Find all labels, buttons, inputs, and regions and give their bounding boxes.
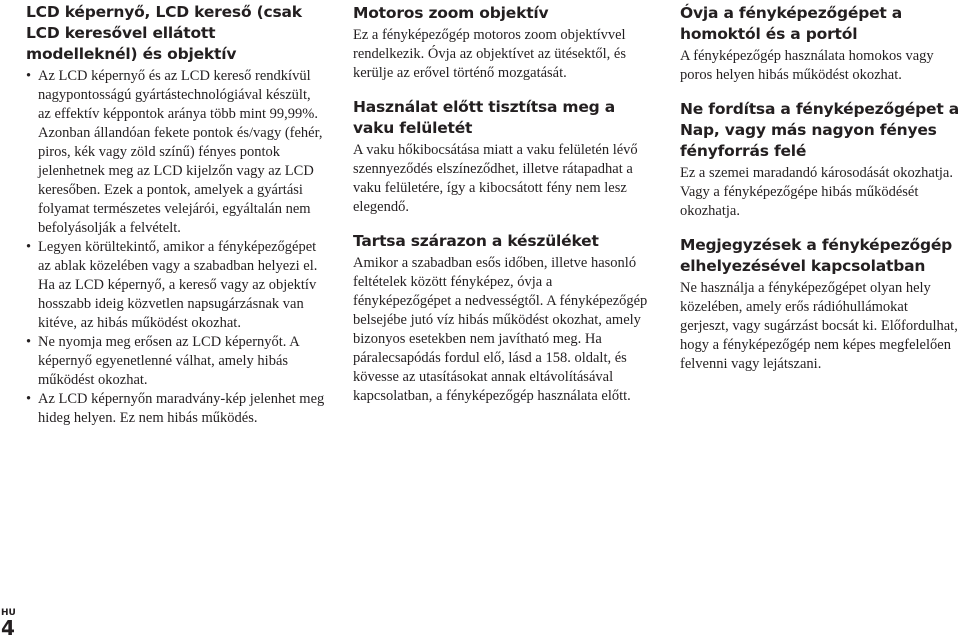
section-body: Ez a szemei maradandó károsodását okozhatja. Vagy a fényképezőgépe hibás működését okozhatja. bbox=[680, 165, 953, 219]
section-zoom-lens bbox=[353, 3, 653, 83]
section-body: Ez a fényképezőgép motoros zoom objektívvel rendelkezik. Óvja az objektívet az ütésektől, és kerülje az erővel történő mozgatását. bbox=[353, 27, 626, 81]
section-heading: Óvja a fényképezőgépet a homoktól és a portól bbox=[680, 4, 903, 43]
page-number: 4 bbox=[1, 616, 15, 640]
section-flash bbox=[353, 97, 653, 217]
list-item: • Ne nyomja meg erősen az LCD képernyőt. A képernyő egyenetlenné válhat, amely hibás működést okozhat. bbox=[26, 334, 299, 388]
column-lcd bbox=[26, 0, 326, 428]
bullet-icon: • bbox=[26, 68, 32, 84]
section-heading: Megjegyzések a fényképezőgép elhelyezésével kapcsolatban bbox=[680, 236, 953, 275]
section-heading: Ne fordítsa a fényképezőgépet a Nap, vagy más nagyon fényes fényforrás felé bbox=[680, 100, 960, 160]
section-dry bbox=[353, 231, 653, 406]
bullet-icon: • bbox=[26, 391, 32, 407]
section-heading: Használat előtt tisztítsa meg a vaku felületét bbox=[353, 98, 616, 137]
section-placement bbox=[680, 235, 960, 374]
language-code: HU bbox=[1, 608, 16, 618]
section-body: Amikor a szabadban esős időben, illetve hasonló feltételek között fényképez, óvja a fényképezőgépet a nedvességtől. A fényképezőgép belsejébe jutó víz hibás működést okozhat, amely bizonyos esetekben nem javítható meg. Ha páralecsapódás fordul elő, lásd a 158. oldalt, és kövesse az utasításokat annak eltávolításával kapcsolatban, a fényképezőgép használata előtt. bbox=[353, 255, 648, 404]
section-sand-dust bbox=[680, 3, 960, 85]
list-item: • Az LCD képernyő és az LCD kereső rendkívül nagypontosságú gyártástechnológiával készült, az effektív képpontok aránya több mint 99,99%. Azonban állandóan fekete pontok és/vagy (fehér, piros, kék vagy zöld színű) fényes pontok jelenhetnek meg az LCD kijelzőn vagy az LCD keresőben. Ezek a pontok, amelyek a gyártási folyamat természetes velejárói, egyáltalán nem befolyásolják a felvételt. bbox=[26, 68, 323, 236]
heading-lcd: LCD képernyő, LCD kereső (csak LCD keresővel ellátott modelleknél) és objektív bbox=[26, 3, 302, 63]
bullet-icon: • bbox=[26, 239, 32, 255]
section-heading: Motoros zoom objektív bbox=[353, 4, 549, 22]
section-body: A fényképezőgép használata homokos vagy poros helyen hibás működést okozhat. bbox=[680, 48, 934, 83]
column-middle bbox=[353, 0, 653, 420]
section-sun bbox=[680, 99, 960, 221]
list-item: • Az LCD képernyőn maradvány-kép jelenhet meg hideg helyen. Ez nem hibás működés. bbox=[26, 391, 325, 426]
list-item: • Legyen körültekintő, amikor a fényképezőgépet az ablak közelében vagy a szabadban helyezi el. Ha az LCD képernyő, a kereső vagy az objektív hosszabb ideig közvetlen napsugárzásnak van kitéve, az hibás működést okozhat. bbox=[26, 239, 318, 331]
bullet-icon: • bbox=[26, 334, 32, 350]
section-body: Ne használja a fényképezőgépet olyan hely közelében, amely erős rádióhullámokat gerjeszt, vagy sugárzást bocsát ki. Előfordulhat, hogy a fényképezőgép nem képes megfelelően felvenni vagy lejátszani. bbox=[680, 280, 958, 372]
section-body: A vaku hőkibocsátása miatt a vaku felületén lévő szennyeződés elszíneződhet, illetve rátapadhat a vaku felületére, így a kibocsátott fény nem lesz elegendő. bbox=[353, 142, 638, 215]
column-right bbox=[680, 0, 960, 388]
lcd-bullet-list bbox=[26, 67, 326, 428]
section-heading: Tartsa szárazon a készüléket bbox=[353, 232, 599, 250]
